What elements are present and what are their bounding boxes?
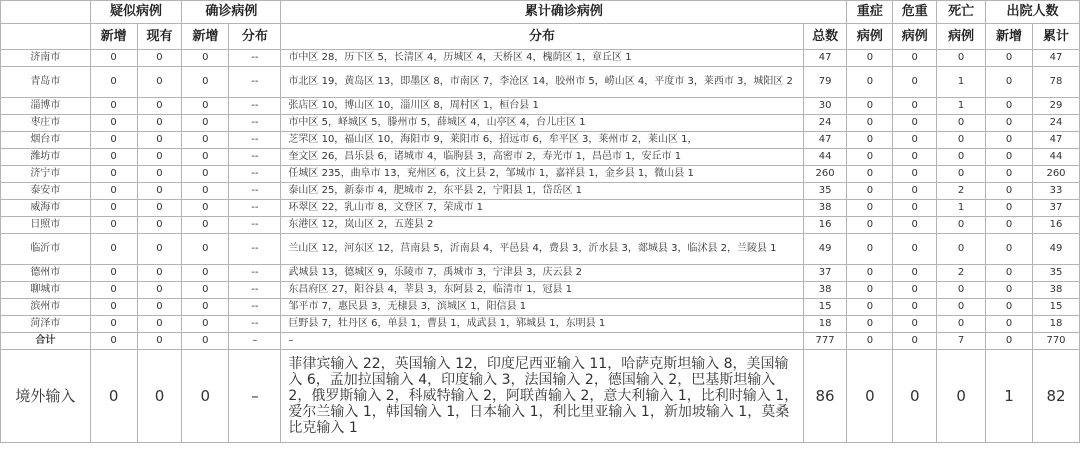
death-cell: 0 <box>937 299 986 316</box>
total-cell: 777 <box>803 333 847 350</box>
distribution-cell: 任城区 235，曲阜市 13，兖州区 6，汶上县 2，邹城市 1，嘉祥县 1，金乡县 1，微山县 1 <box>281 166 803 183</box>
confirmed-distribution-cell: -- <box>229 166 281 183</box>
suspected-new-cell: 0 <box>90 149 137 166</box>
suspected-existing-cell: 0 <box>137 200 182 217</box>
city-cell: 德州市 <box>1 265 91 282</box>
header-cumulative-total: 总数 <box>803 24 847 50</box>
critical-cell: 0 <box>893 149 937 166</box>
discharged-new-cell: 0 <box>986 217 1033 234</box>
suspected-existing-cell: 0 <box>137 350 182 443</box>
table-row <box>1 234 1080 265</box>
suspected-new-cell: 0 <box>90 166 137 183</box>
suspected-existing-cell: 0 <box>137 115 182 132</box>
suspected-existing-cell: 0 <box>137 333 182 350</box>
discharged-new-cell: 0 <box>986 200 1033 217</box>
suspected-existing-cell: 0 <box>137 234 182 265</box>
city-cell: 菏泽市 <box>1 316 91 333</box>
header-suspected-existing: 现有 <box>137 24 182 50</box>
suspected-new-cell: 0 <box>90 282 137 299</box>
distribution-cell: 张店区 10，博山区 10，淄川区 8，周村区 1，桓台县 1 <box>281 98 803 115</box>
header-blank <box>1 1 91 24</box>
discharged-new-cell: 0 <box>986 299 1033 316</box>
distribution-cell: 奎文区 26，昌乐县 6，诸城市 4，临朐县 3，高密市 2，寿光市 1，昌邑市 1，安丘市 1 <box>281 149 803 166</box>
city-cell: 青岛市 <box>1 67 91 98</box>
suspected-new-cell: 0 <box>90 299 137 316</box>
confirmed-distribution-cell: -- <box>229 98 281 115</box>
distribution-cell: 芝罘区 10，福山区 10，海阳市 9，莱阳市 6，招远市 6，牟平区 3，莱州市 2，莱山区 1， <box>281 132 803 149</box>
table-row <box>1 166 1080 183</box>
death-cell: 7 <box>937 333 986 350</box>
city-cell: 合计 <box>1 333 91 350</box>
suspected-new-cell: 0 <box>90 217 137 234</box>
critical-cell: 0 <box>893 350 937 443</box>
death-cell: 0 <box>937 282 986 299</box>
discharged-total-cell: 49 <box>1033 234 1080 265</box>
header-suspected: 疑似病例 <box>90 1 182 24</box>
suspected-existing-cell: 0 <box>137 282 182 299</box>
suspected-existing-cell: 0 <box>137 98 182 115</box>
critical-cell: 0 <box>893 67 937 98</box>
confirmed-distribution-cell: -- <box>229 234 281 265</box>
discharged-total-cell: 18 <box>1033 316 1080 333</box>
confirmed-distribution-cell: -- <box>229 115 281 132</box>
death-cell: 2 <box>937 265 986 282</box>
critical-cell: 0 <box>893 98 937 115</box>
suspected-existing-cell: 0 <box>137 166 182 183</box>
distribution-cell: 市中区 28，历下区 5，长清区 4，历城区 4，天桥区 4，槐荫区 1，章丘区 1 <box>281 50 803 67</box>
distribution-cell: 巨野县 7，牡丹区 6，单县 1，曹县 1，成武县 1，郓城县 1，东明县 1 <box>281 316 803 333</box>
confirmed-new-cell: 0 <box>182 316 229 333</box>
discharged-total-cell: 78 <box>1033 67 1080 98</box>
table-row <box>1 115 1080 132</box>
header-confirmed-distribution: 分布 <box>229 24 281 50</box>
city-cell: 聊城市 <box>1 282 91 299</box>
suspected-new-cell: 0 <box>90 265 137 282</box>
death-cell: 0 <box>937 217 986 234</box>
confirmed-new-cell: 0 <box>182 200 229 217</box>
header-confirmed: 确诊病例 <box>182 1 281 24</box>
city-cell: 济南市 <box>1 50 91 67</box>
confirmed-new-cell: 0 <box>182 282 229 299</box>
discharged-new-cell: 0 <box>986 183 1033 200</box>
header-death-cases: 病例 <box>937 24 986 50</box>
severe-cell: 0 <box>847 200 893 217</box>
confirmed-distribution-cell: -- <box>229 265 281 282</box>
total-cell: 15 <box>803 299 847 316</box>
death-cell: 2 <box>937 183 986 200</box>
confirmed-new-cell: 0 <box>182 265 229 282</box>
table-row <box>1 200 1080 217</box>
header-discharged-new: 新增 <box>986 24 1033 50</box>
confirmed-distribution-cell: -- <box>229 50 281 67</box>
discharged-new-cell: 0 <box>986 132 1033 149</box>
header-severe: 重症 <box>847 1 893 24</box>
total-cell: 38 <box>803 200 847 217</box>
critical-cell: 0 <box>893 299 937 316</box>
death-cell: 0 <box>937 350 986 443</box>
city-cell: 枣庄市 <box>1 115 91 132</box>
critical-cell: 0 <box>893 217 937 234</box>
header-critical-cases: 病例 <box>893 24 937 50</box>
suspected-existing-cell: 0 <box>137 67 182 98</box>
death-cell: 0 <box>937 166 986 183</box>
distribution-cell: 邹平市 7，惠民县 3，无棣县 3，滨城区 1，阳信县 1 <box>281 299 803 316</box>
discharged-new-cell: 0 <box>986 282 1033 299</box>
critical-cell: 0 <box>893 200 937 217</box>
city-cell: 威海市 <box>1 200 91 217</box>
confirmed-new-cell: 0 <box>182 333 229 350</box>
suspected-new-cell: 0 <box>90 200 137 217</box>
table-row <box>1 217 1080 234</box>
severe-cell: 0 <box>847 333 893 350</box>
table-row <box>1 98 1080 115</box>
confirmed-new-cell: 0 <box>182 234 229 265</box>
critical-cell: 0 <box>893 333 937 350</box>
discharged-total-cell: 47 <box>1033 132 1080 149</box>
confirmed-new-cell: 0 <box>182 98 229 115</box>
discharged-new-cell: 1 <box>986 350 1033 443</box>
city-cell: 临沂市 <box>1 234 91 265</box>
discharged-new-cell: 0 <box>986 234 1033 265</box>
confirmed-new-cell: 0 <box>182 149 229 166</box>
suspected-existing-cell: 0 <box>137 183 182 200</box>
death-cell: 0 <box>937 115 986 132</box>
confirmed-new-cell: 0 <box>182 217 229 234</box>
critical-cell: 0 <box>893 183 937 200</box>
suspected-new-cell: 0 <box>90 67 137 98</box>
discharged-total-cell: 35 <box>1033 265 1080 282</box>
table-body <box>1 50 1080 443</box>
severe-cell: 0 <box>847 299 893 316</box>
header-discharged-total: 累计 <box>1033 24 1080 50</box>
total-cell: 47 <box>803 132 847 149</box>
confirmed-new-cell: 0 <box>182 50 229 67</box>
suspected-new-cell: 0 <box>90 234 137 265</box>
suspected-existing-cell: 0 <box>137 316 182 333</box>
table-row <box>1 149 1080 166</box>
total-cell: 260 <box>803 166 847 183</box>
suspected-existing-cell: 0 <box>137 50 182 67</box>
critical-cell: 0 <box>893 265 937 282</box>
suspected-new-cell: 0 <box>90 350 137 443</box>
total-cell: 35 <box>803 183 847 200</box>
confirmed-distribution-cell: -- <box>229 316 281 333</box>
severe-cell: 0 <box>847 316 893 333</box>
header-severe-cases: 病例 <box>847 24 893 50</box>
severe-cell: 0 <box>847 217 893 234</box>
discharged-new-cell: 0 <box>986 166 1033 183</box>
suspected-existing-cell: 0 <box>137 299 182 316</box>
distribution-cell: 市中区 5，峄城区 5，滕州市 5，薛城区 4，山亭区 4，台儿庄区 1 <box>281 115 803 132</box>
severe-cell: 0 <box>847 98 893 115</box>
death-cell: 0 <box>937 149 986 166</box>
total-cell: 49 <box>803 234 847 265</box>
critical-cell: 0 <box>893 132 937 149</box>
severe-cell: 0 <box>847 50 893 67</box>
confirmed-new-cell: 0 <box>182 183 229 200</box>
table-row <box>1 183 1080 200</box>
confirmed-distribution-cell: -- <box>229 282 281 299</box>
suspected-existing-cell: 0 <box>137 217 182 234</box>
discharged-new-cell: 0 <box>986 316 1033 333</box>
confirmed-distribution-cell: -- <box>229 299 281 316</box>
critical-cell: 0 <box>893 166 937 183</box>
distribution-cell: 环翠区 22，乳山市 8，文登区 7，荣成市 1 <box>281 200 803 217</box>
confirmed-new-cell: 0 <box>182 115 229 132</box>
total-cell: 24 <box>803 115 847 132</box>
total-cell: 86 <box>803 350 847 443</box>
suspected-new-cell: 0 <box>90 115 137 132</box>
table-row <box>1 333 1080 350</box>
total-cell: 38 <box>803 282 847 299</box>
severe-cell: 0 <box>847 67 893 98</box>
distribution-cell: 东昌府区 27，阳谷县 4，莘县 3，东阿县 2，临清市 1，冠县 1 <box>281 282 803 299</box>
suspected-new-cell: 0 <box>90 98 137 115</box>
total-cell: 37 <box>803 265 847 282</box>
discharged-total-cell: 82 <box>1033 350 1080 443</box>
critical-cell: 0 <box>893 282 937 299</box>
confirmed-distribution-cell: -- <box>229 200 281 217</box>
confirmed-new-cell: 0 <box>182 299 229 316</box>
discharged-total-cell: 15 <box>1033 299 1080 316</box>
header-discharged: 出院人数 <box>986 1 1080 24</box>
critical-cell: 0 <box>893 316 937 333</box>
distribution-cell: 兰山区 12，河东区 12，莒南县 5，沂南县 4，平邑县 4，费县 3，沂水县 3，郯城县 3，临沭县 2，兰陵县 1 <box>281 234 803 265</box>
severe-cell: 0 <box>847 132 893 149</box>
city-cell: 济宁市 <box>1 166 91 183</box>
confirmed-distribution-cell: -- <box>229 132 281 149</box>
suspected-existing-cell: 0 <box>137 265 182 282</box>
severe-cell: 0 <box>847 166 893 183</box>
death-cell: 1 <box>937 98 986 115</box>
suspected-new-cell: 0 <box>90 50 137 67</box>
distribution-cell: 泰山区 25，新泰市 4，肥城市 2，东平县 2，宁阳县 1，岱岳区 1 <box>281 183 803 200</box>
discharged-total-cell: 24 <box>1033 115 1080 132</box>
discharged-new-cell: 0 <box>986 115 1033 132</box>
table-row <box>1 132 1080 149</box>
confirmed-distribution-cell: -- <box>229 67 281 98</box>
total-cell: 30 <box>803 98 847 115</box>
confirmed-distribution-cell: -- <box>229 149 281 166</box>
header-cumulative-distribution: 分布 <box>281 24 803 50</box>
total-cell: 16 <box>803 217 847 234</box>
discharged-total-cell: 770 <box>1033 333 1080 350</box>
suspected-existing-cell: 0 <box>137 149 182 166</box>
death-cell: 0 <box>937 234 986 265</box>
severe-cell: 0 <box>847 350 893 443</box>
city-cell: 日照市 <box>1 217 91 234</box>
discharged-total-cell: 37 <box>1033 200 1080 217</box>
distribution-cell: 菲律宾输入 22，英国输入 12，印度尼西亚输入 11，哈萨克斯坦输入 8，美国输入 6，孟加拉国输入 4，印度输入 3，法国输入 2，德国输入 2，巴基斯坦输入 2，俄罗斯输入 2，科威特输入 2，阿联酋输入 2，意大利输入 1，比利时输入 1，爱尔兰输入 1，韩国输入 1，日本输入 1，利比里亚输入 1，新加坡输入 1，莫桑比克输入 1 <box>281 350 803 443</box>
discharged-new-cell: 0 <box>986 333 1033 350</box>
header-critical: 危重 <box>893 1 937 24</box>
suspected-new-cell: 0 <box>90 333 137 350</box>
discharged-new-cell: 0 <box>986 67 1033 98</box>
confirmed-new-cell: 0 <box>182 166 229 183</box>
discharged-new-cell: 0 <box>986 149 1033 166</box>
table-row <box>1 67 1080 98</box>
header-death: 死亡 <box>937 1 986 24</box>
death-cell: 0 <box>937 316 986 333</box>
critical-cell: 0 <box>893 234 937 265</box>
table-row <box>1 299 1080 316</box>
city-cell: 淄博市 <box>1 98 91 115</box>
severe-cell: 0 <box>847 149 893 166</box>
death-cell: 0 <box>937 132 986 149</box>
table-row <box>1 282 1080 299</box>
death-cell: 1 <box>937 200 986 217</box>
header-row-1 <box>1 1 1080 24</box>
severe-cell: 0 <box>847 265 893 282</box>
critical-cell: 0 <box>893 50 937 67</box>
confirmed-new-cell: 0 <box>182 67 229 98</box>
suspected-new-cell: 0 <box>90 132 137 149</box>
confirmed-distribution-cell: -- <box>229 183 281 200</box>
discharged-new-cell: 0 <box>986 98 1033 115</box>
distribution-cell: 市北区 19，黄岛区 13，即墨区 8，市南区 7，李沧区 14，胶州市 5，崂山区 4，平度市 3，莱西市 3，城阳区 2 <box>281 67 803 98</box>
city-cell: 境外输入 <box>1 350 91 443</box>
discharged-total-cell: 33 <box>1033 183 1080 200</box>
discharged-total-cell: 44 <box>1033 149 1080 166</box>
severe-cell: 0 <box>847 115 893 132</box>
confirmed-distribution-cell: – <box>229 333 281 350</box>
discharged-total-cell: 47 <box>1033 50 1080 67</box>
table-row <box>1 350 1080 443</box>
city-cell: 泰安市 <box>1 183 91 200</box>
confirmed-new-cell: 0 <box>182 350 229 443</box>
severe-cell: 0 <box>847 282 893 299</box>
header-cumulative: 累计确诊病例 <box>281 1 847 24</box>
discharged-total-cell: 260 <box>1033 166 1080 183</box>
suspected-existing-cell: 0 <box>137 132 182 149</box>
severe-cell: 0 <box>847 183 893 200</box>
discharged-total-cell: 38 <box>1033 282 1080 299</box>
table-row <box>1 316 1080 333</box>
critical-cell: 0 <box>893 115 937 132</box>
suspected-new-cell: 0 <box>90 316 137 333</box>
city-cell: 滨州市 <box>1 299 91 316</box>
distribution-cell: – <box>281 333 803 350</box>
header-row-2 <box>1 24 1080 50</box>
city-cell: 烟台市 <box>1 132 91 149</box>
total-cell: 18 <box>803 316 847 333</box>
header-suspected-new: 新增 <box>90 24 137 50</box>
discharged-total-cell: 29 <box>1033 98 1080 115</box>
confirmed-distribution-cell: -- <box>229 217 281 234</box>
header-confirmed-new: 新增 <box>182 24 229 50</box>
distribution-cell: 东港区 12，岚山区 2，五莲县 2 <box>281 217 803 234</box>
total-cell: 44 <box>803 149 847 166</box>
table-row <box>1 50 1080 67</box>
discharged-new-cell: 0 <box>986 265 1033 282</box>
confirmed-new-cell: 0 <box>182 132 229 149</box>
discharged-total-cell: 16 <box>1033 217 1080 234</box>
discharged-new-cell: 0 <box>986 50 1033 67</box>
distribution-cell: 武城县 13，德城区 9，乐陵市 7，禹城市 3，宁津县 3，庆云县 2 <box>281 265 803 282</box>
death-cell: 0 <box>937 50 986 67</box>
city-cell: 潍坊市 <box>1 149 91 166</box>
total-cell: 79 <box>803 67 847 98</box>
confirmed-distribution-cell: – <box>229 350 281 443</box>
suspected-new-cell: 0 <box>90 183 137 200</box>
header-blank-2 <box>1 24 91 50</box>
severe-cell: 0 <box>847 234 893 265</box>
table-row <box>1 265 1080 282</box>
total-cell: 47 <box>803 50 847 67</box>
death-cell: 1 <box>937 67 986 98</box>
